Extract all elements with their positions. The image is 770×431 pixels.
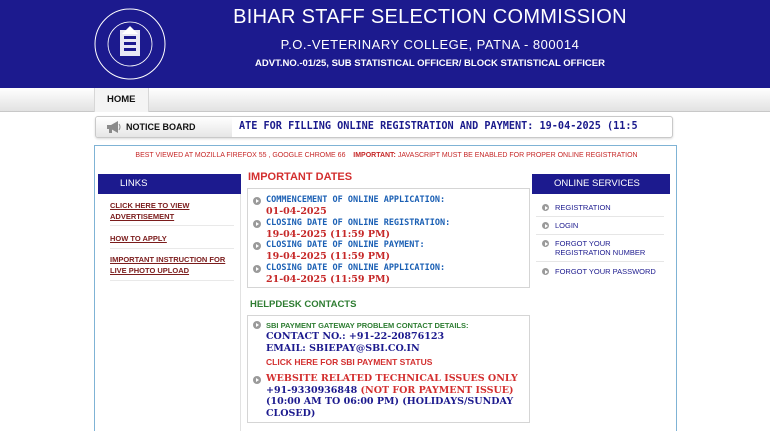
arrow-bullet-icon <box>542 268 549 275</box>
nav-home-link[interactable]: HOME <box>94 88 149 112</box>
date-value: 01-04-2025 <box>266 206 327 217</box>
site-title: BIHAR STAFF SELECTION COMMISSION <box>233 6 627 28</box>
best-viewed-text: BEST VIEWED AT MOZILLA FIREFOX 55 , GOOGLE CHROME 66 <box>135 152 346 159</box>
arrow-bullet-icon <box>253 220 261 228</box>
online-services-list <box>532 194 670 431</box>
arrow-bullet-icon <box>542 204 549 211</box>
arrow-bullet-icon <box>253 265 261 273</box>
browser-note <box>95 152 678 159</box>
date-value: 19-04-2025 (11:59 PM) <box>266 229 390 240</box>
sbi-contact-number: CONTACT NO.: +91-22-20876123 <box>266 331 445 342</box>
notice-ticker[interactable]: ATE FOR FILLING ONLINE REGISTRATION AND PAYMENT: 19-04-2025 (11:5 <box>239 121 638 132</box>
tech-support-hours: (10:00 AM TO 06:00 PM) (HOLIDAYS/SUNDAY CLOSED) <box>266 396 514 419</box>
service-label: FORGOT YOUR REGISTRATION NUMBER <box>555 239 646 257</box>
links-list <box>98 194 241 431</box>
tech-support-title: WEBSITE RELATED TECHNICAL ISSUES ONLY <box>266 373 518 384</box>
service-label: FORGOT YOUR PASSWORD <box>555 267 656 276</box>
helpdesk-heading: HELPDESK CONTACTS <box>250 299 357 310</box>
sbi-contact-title: SBI PAYMENT GATEWAY PROBLEM CONTACT DETAILS: <box>266 321 469 330</box>
notice-board-header <box>96 117 232 137</box>
notice-board <box>95 116 673 138</box>
divider <box>536 216 664 217</box>
notice-board-label: NOTICE BOARD <box>126 122 196 132</box>
link-photo-upload-instruction[interactable]: IMPORTANT INSTRUCTION FOR LIVE PHOTO UPLOAD <box>110 255 226 275</box>
main-content <box>94 145 677 431</box>
links-heading: LINKS <box>98 174 241 194</box>
arrow-bullet-icon <box>253 376 261 384</box>
divider <box>110 225 234 226</box>
date-value: 21-04-2025 (11:59 PM) <box>266 274 390 285</box>
arrow-bullet-icon <box>253 197 261 205</box>
sbi-payment-status-link[interactable]: CLICK HERE FOR SBI PAYMENT STATUS <box>266 357 433 367</box>
divider <box>536 261 664 262</box>
tech-support-phone: +91-9330936848 <box>266 384 358 396</box>
site-header <box>0 0 770 88</box>
important-label: IMPORTANT: <box>353 152 396 159</box>
arrow-bullet-icon <box>542 240 549 247</box>
date-label: CLOSING DATE OF ONLINE PAYMENT: <box>266 240 425 250</box>
date-label: COMMENCEMENT OF ONLINE APPLICATION: <box>266 195 446 205</box>
arrow-bullet-icon <box>253 242 261 250</box>
arrow-bullet-icon <box>542 222 549 229</box>
arrow-bullet-icon <box>253 321 261 329</box>
divider <box>110 248 234 249</box>
online-services-heading: ONLINE SERVICES <box>532 174 670 194</box>
service-label: REGISTRATION <box>555 203 611 212</box>
tech-support-note: (NOT FOR PAYMENT ISSUE) <box>360 384 514 396</box>
helpdesk-box <box>247 315 530 423</box>
javascript-note: JAVASCRIPT MUST BE ENABLED FOR PROPER ONLINE REGISTRATION <box>397 152 638 159</box>
technical-support-info <box>266 373 530 419</box>
top-navbar <box>0 88 770 112</box>
service-label: LOGIN <box>555 221 579 230</box>
link-view-advertisement[interactable]: CLICK HERE TO VIEW ADVERTISEMENT <box>110 201 190 221</box>
date-label: CLOSING DATE OF ONLINE REGISTRATION: <box>266 218 451 228</box>
important-dates-heading: IMPORTANT DATES <box>248 171 353 183</box>
site-address: P.O.-VETERINARY COLLEGE, PATNA - 800014 <box>280 37 580 52</box>
divider <box>110 280 234 281</box>
link-how-to-apply[interactable]: HOW TO APPLY <box>110 234 167 243</box>
divider <box>536 234 664 235</box>
date-value: 19-04-2025 (11:59 PM) <box>266 251 390 262</box>
date-label: CLOSING DATE OF ONLINE APPLICATION: <box>266 263 446 273</box>
megaphone-icon <box>106 121 122 133</box>
sbi-email: EMAIL: SBIEPAY@SBI.CO.IN <box>266 343 420 354</box>
important-dates-box <box>247 188 530 288</box>
advertisement-title: ADVT.NO.-01/25, SUB STATISTICAL OFFICER/ BLOCK STATISTICAL OFFICER <box>255 58 605 69</box>
